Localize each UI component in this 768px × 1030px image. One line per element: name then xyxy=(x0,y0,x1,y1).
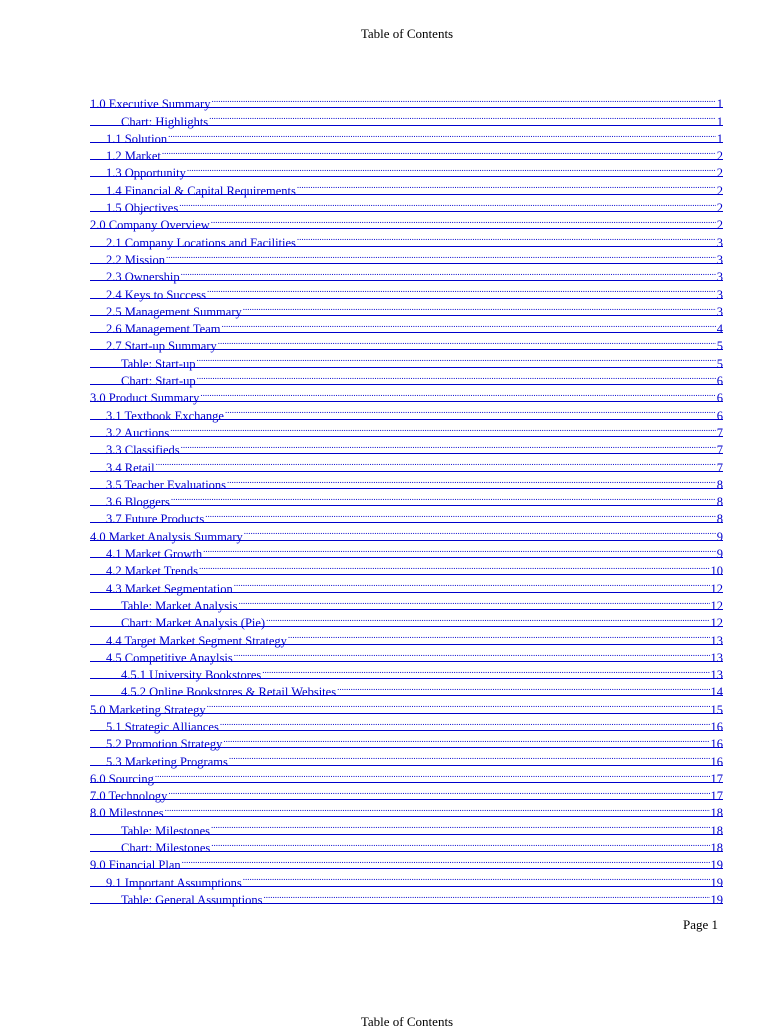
toc-entry-page: 9 xyxy=(716,547,723,562)
toc-entry-label: Table: Start-up xyxy=(121,356,196,371)
toc-entry-page: 2 xyxy=(716,183,723,198)
toc-dot-leader xyxy=(244,523,716,540)
toc-entry-page: 7 xyxy=(716,443,723,458)
toc-dot-leader xyxy=(211,212,716,229)
toc-entry[interactable] xyxy=(90,887,723,907)
toc-entry[interactable] xyxy=(90,91,723,112)
toc-dot-leader xyxy=(218,333,716,350)
toc-entry-page: 16 xyxy=(710,737,723,752)
toc-dot-leader xyxy=(209,108,716,125)
toc-entry-label: 3.3 Classifieds xyxy=(106,443,180,458)
toc-entry-label: Chart: Milestones xyxy=(121,841,211,856)
toc-entry-label: 2.3 Ownership xyxy=(106,270,180,285)
toc-entry-page: 3 xyxy=(716,235,723,250)
toc-entry-label: 1.2 Market xyxy=(106,149,161,164)
toc-entry-label: Chart: Start-up xyxy=(121,374,196,389)
toc-entry[interactable] xyxy=(90,160,723,181)
toc-dot-leader xyxy=(182,852,710,869)
toc-entry-page: 2 xyxy=(716,149,723,164)
toc-entry-page: 6 xyxy=(716,408,723,423)
page-number: Page 1 xyxy=(683,917,719,932)
toc-entry-page: 1 xyxy=(716,131,723,146)
toc-entry[interactable] xyxy=(90,766,723,786)
toc-entry[interactable] xyxy=(90,368,723,389)
toc-entry-label: 1.5 Objectives xyxy=(106,201,179,216)
toc-entry-page: 16 xyxy=(710,719,723,734)
toc-entry[interactable] xyxy=(90,281,723,302)
toc-entry-page: 8 xyxy=(716,477,723,492)
toc-dot-leader xyxy=(263,887,709,904)
toc-entry-page: 19 xyxy=(710,858,723,873)
toc-entry-page: 18 xyxy=(710,841,723,856)
page-title: Table of Contents xyxy=(360,26,454,41)
toc-entry[interactable] xyxy=(90,575,723,596)
toc-entry-page: 7 xyxy=(716,460,723,475)
toc-entry-page: 15 xyxy=(710,702,723,717)
toc-entry-page: 6 xyxy=(716,374,723,389)
toc-entry[interactable] xyxy=(90,696,723,717)
toc-entry-page: 8 xyxy=(716,512,723,527)
toc-dot-leader xyxy=(211,835,709,852)
toc-entry[interactable] xyxy=(90,454,723,475)
toc-entry-page: 10 xyxy=(710,564,723,579)
toc-dot-leader xyxy=(262,662,709,679)
toc-dot-leader xyxy=(166,247,716,264)
toc-dot-leader xyxy=(196,350,715,367)
toc-entry-label: 2.1 Company Locations and Facilities xyxy=(106,235,296,250)
table-of-contents xyxy=(90,91,723,907)
toc-dot-leader xyxy=(243,299,716,316)
toc-dot-leader xyxy=(337,679,709,696)
toc-dot-leader xyxy=(243,869,710,886)
toc-entry-label: 3.1 Textbook Exchange xyxy=(106,408,224,423)
toc-entry-label: 9.0 Financial Plan xyxy=(90,858,181,873)
toc-entry-label: 5.3 Marketing Programs xyxy=(106,754,228,769)
toc-entry[interactable] xyxy=(90,748,723,769)
toc-entry[interactable] xyxy=(90,195,723,216)
toc-entry[interactable] xyxy=(90,523,723,544)
toc-dot-leader xyxy=(203,541,716,558)
toc-entry-label: 2.4 Keys to Success xyxy=(106,287,206,302)
toc-entry-label: 2.0 Company Overview xyxy=(90,218,210,233)
toc-entry-page: 7 xyxy=(716,425,723,440)
toc-dot-leader xyxy=(220,714,710,731)
toc-dot-leader xyxy=(211,91,715,108)
toc-entry[interactable] xyxy=(90,800,723,821)
toc-entry-label: 2.7 Start-up Summary xyxy=(106,339,217,354)
toc-entry[interactable] xyxy=(90,783,723,804)
toc-dot-leader xyxy=(234,645,710,662)
toc-entry[interactable] xyxy=(90,126,723,146)
toc-entry-page: 5 xyxy=(716,339,723,354)
toc-entry-page: 18 xyxy=(710,806,723,821)
toc-entry-label: 3.5 Teacher Evaluations xyxy=(106,477,227,492)
toc-entry-label: 5.2 Promotion Strategy xyxy=(106,737,223,752)
toc-entry-label: Table: Market Analysis xyxy=(121,598,238,613)
toc-entry-label: 4.1 Market Growth xyxy=(106,547,203,562)
toc-entry-label: 1.0 Executive Summary xyxy=(90,97,211,112)
toc-entry[interactable] xyxy=(90,835,723,856)
toc-entry-page: 1 xyxy=(716,114,723,129)
toc-dot-leader xyxy=(207,281,716,298)
toc-entry-label: 3.6 Bloggers xyxy=(106,495,170,510)
toc-dot-leader xyxy=(227,472,716,489)
toc-entry-label: 4.5.1 University Bookstores xyxy=(121,668,262,683)
toc-entry-page: 3 xyxy=(716,270,723,285)
toc-entry-label: 4.3 Market Segmentation xyxy=(106,581,233,596)
toc-entry[interactable] xyxy=(90,541,723,562)
toc-dot-leader xyxy=(155,766,710,783)
toc-entry-label: 4.5 Competitive Anaylsis xyxy=(106,650,233,665)
toc-entry-label: 2.5 Management Summary xyxy=(106,304,242,319)
toc-dot-leader xyxy=(205,506,715,523)
toc-entry[interactable] xyxy=(90,558,723,579)
toc-entry-page: 2 xyxy=(716,166,723,181)
toc-entry-label: 3.2 Auctions xyxy=(106,425,170,440)
toc-entry-page: 3 xyxy=(716,287,723,302)
toc-dot-leader xyxy=(229,748,710,765)
toc-entry[interactable] xyxy=(90,402,723,423)
toc-entry[interactable] xyxy=(90,420,723,440)
toc-entry-label: 3.4 Retail xyxy=(106,460,155,475)
toc-entry-label: 8.0 Milestones xyxy=(90,806,164,821)
toc-entry-page: 17 xyxy=(710,771,723,786)
toc-entry-page: 16 xyxy=(710,754,723,769)
toc-dot-leader xyxy=(238,593,709,610)
toc-dot-leader xyxy=(171,489,716,506)
toc-dot-leader xyxy=(179,195,716,212)
toc-entry[interactable] xyxy=(90,385,723,406)
toc-entry[interactable] xyxy=(90,627,723,648)
toc-entry-label: 4.0 Market Analysis Summary xyxy=(90,529,243,544)
toc-dot-leader xyxy=(181,264,716,281)
toc-entry[interactable] xyxy=(90,852,723,873)
toc-dot-leader xyxy=(168,126,716,143)
toc-dot-leader xyxy=(199,558,709,575)
toc-entry-page: 1 xyxy=(716,97,723,112)
toc-entry[interactable] xyxy=(90,472,723,492)
toc-entry[interactable] xyxy=(90,817,723,838)
toc-entry-page: 2 xyxy=(716,218,723,233)
toc-entry[interactable] xyxy=(90,731,723,752)
toc-entry-label: 3.7 Future Products xyxy=(106,512,205,527)
toc-entry-label: Table: General Assumptions xyxy=(121,892,263,907)
toc-dot-leader xyxy=(156,454,716,471)
toc-entry[interactable] xyxy=(90,229,723,250)
toc-entry-label: Table: Milestones xyxy=(121,823,211,838)
toc-dot-leader xyxy=(234,575,710,592)
toc-entry[interactable] xyxy=(90,610,723,631)
toc-dot-leader xyxy=(187,160,716,177)
toc-entry-page: 12 xyxy=(710,598,723,613)
toc-entry[interactable] xyxy=(90,506,723,527)
toc-entry-page: 4 xyxy=(716,322,723,337)
toc-entry-label: 2.6 Management Team xyxy=(106,322,221,337)
toc-entry-page: 9 xyxy=(716,529,723,544)
toc-entry-page: 13 xyxy=(710,633,723,648)
toc-entry-label: 4.4 Target Market Segment Strategy xyxy=(106,633,287,648)
toc-dot-leader xyxy=(211,817,709,834)
toc-entry-page: 13 xyxy=(710,668,723,683)
toc-entry-page: 12 xyxy=(710,581,723,596)
toc-dot-leader xyxy=(223,731,709,748)
toc-dot-leader xyxy=(197,368,716,385)
toc-entry-page: 5 xyxy=(716,356,723,371)
toc-dot-leader xyxy=(168,783,709,800)
toc-dot-leader xyxy=(266,610,709,627)
toc-dot-leader xyxy=(221,316,715,333)
toc-entry-page: 3 xyxy=(716,252,723,267)
toc-dot-leader xyxy=(297,229,716,246)
toc-dot-leader xyxy=(288,627,710,644)
toc-dot-leader xyxy=(200,385,715,402)
toc-entry-page: 13 xyxy=(710,650,723,665)
toc-entry-page: 19 xyxy=(710,892,723,907)
toc-dot-leader xyxy=(181,437,716,454)
toc-entry-page: 12 xyxy=(710,616,723,631)
toc-entry[interactable] xyxy=(90,489,723,510)
toc-entry[interactable] xyxy=(90,662,723,683)
toc-entry-label: 2.2 Mission xyxy=(106,252,166,267)
toc-dot-leader xyxy=(165,800,710,817)
toc-entry[interactable] xyxy=(90,333,723,354)
toc-entry-page: 19 xyxy=(710,875,723,890)
toc-dot-leader xyxy=(162,143,716,160)
toc-entry[interactable] xyxy=(90,143,723,164)
toc-entry-page: 6 xyxy=(716,391,723,406)
toc-entry[interactable] xyxy=(90,212,723,233)
toc-entry[interactable] xyxy=(90,679,723,700)
toc-entry-label: 4.2 Market Trends xyxy=(106,564,199,579)
toc-entry-label: 5.0 Marketing Strategy xyxy=(90,702,206,717)
toc-entry-page: 2 xyxy=(716,201,723,216)
toc-entry[interactable] xyxy=(90,316,723,337)
toc-entry-label: 3.0 Product Summary xyxy=(90,391,200,406)
toc-entry[interactable] xyxy=(90,645,723,665)
toc-dot-leader xyxy=(297,177,716,194)
toc-entry-page: 18 xyxy=(710,823,723,838)
toc-dot-leader xyxy=(170,420,716,437)
toc-entry-label: 9.1 Important Assumptions xyxy=(106,875,242,890)
toc-entry-label: Chart: Market Analysis (Pie) xyxy=(121,616,266,631)
toc-entry[interactable] xyxy=(90,437,723,458)
toc-entry[interactable] xyxy=(90,108,723,129)
toc-entry-label: 6.0 Sourcing xyxy=(90,771,154,786)
toc-entry[interactable] xyxy=(90,593,723,613)
toc-entry-page: 3 xyxy=(716,304,723,319)
toc-entry[interactable] xyxy=(90,350,723,371)
toc-entry-page: 8 xyxy=(716,495,723,510)
toc-entry-label: 1.3 Opportunity xyxy=(106,166,186,181)
toc-entry-label: 1.4 Financial & Capital Requirements xyxy=(106,183,296,198)
toc-entry-page: 17 xyxy=(710,789,723,804)
toc-entry[interactable] xyxy=(90,177,723,198)
toc-entry-label: 5.1 Strategic Alliances xyxy=(106,719,219,734)
toc-entry[interactable] xyxy=(90,714,723,734)
toc-entry-label: 4.5.2 Online Bookstores & Retail Websites xyxy=(121,685,337,700)
toc-entry[interactable] xyxy=(90,299,723,319)
toc-entry[interactable] xyxy=(90,264,723,285)
toc-entry-label: 1.1 Solution xyxy=(106,131,168,146)
toc-entry-label: Chart: Highlights xyxy=(121,114,209,129)
toc-dot-leader xyxy=(225,402,716,419)
toc-entry[interactable] xyxy=(90,247,723,267)
next-page-title: Table of Contents xyxy=(360,1014,454,1029)
toc-entry-label: 7.0 Technology xyxy=(90,789,168,804)
toc-dot-leader xyxy=(207,696,710,713)
toc-entry-page: 14 xyxy=(710,685,723,700)
toc-entry[interactable] xyxy=(90,869,723,890)
